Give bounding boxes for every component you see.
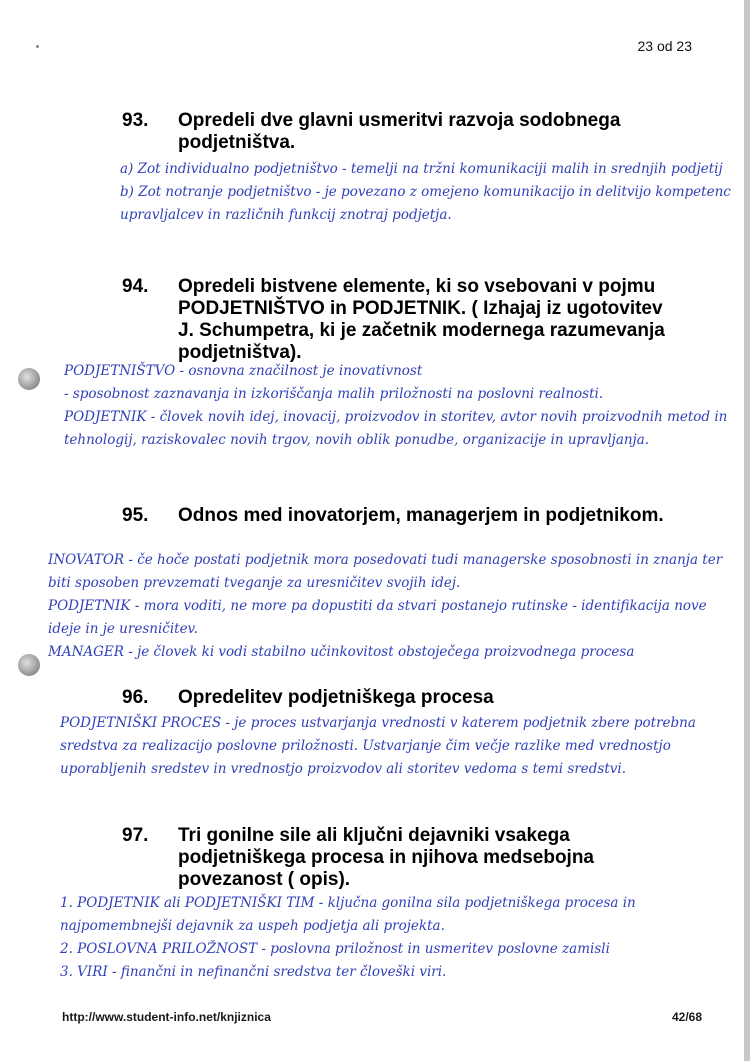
answer-97: 1. PODJETNIK ali PODJETNIŠKI TIM - ključna gonilna sila podjetniškega procesa in najpomembnejši dejavnik za uspeh podjetja ali projekta. 2. POSLOVNA PRILOŽNOST - poslovna priložnost in usmeritev poslovne zamisli 3. VIRI - finančni in nefinančni sredstva ter človeški viri.	[60, 895, 636, 980]
scan-speck	[36, 45, 39, 48]
question-93	[122, 110, 682, 154]
answer-94: PODJETNIŠTVO - osnovna značilnost je inovativnost - sposobnost zaznavanja in izkoriščanja malih priložnosti na poslovni realnosti. PODJETNIK - človek novih idej, inovacij, proizvodov in storitev, avtor novih proizvodnih metod in tehnologij, raziskovalec novih trgov, novih oblik ponudbe, organizacije in upravljanja.	[64, 363, 728, 448]
page-edge	[744, 0, 750, 1061]
question-94	[122, 276, 682, 364]
answer-93: a) Zot individualno podjetništvo - temelji na tržni komunikaciji malih in srednjih podjetij b) Zot notranje podjetništvo - je povezano z omejeno komunikacijo in delitvijo kompetenc upravljalcev in različnih funkcij znotraj podjetja.	[120, 161, 731, 223]
question-95	[122, 505, 682, 527]
answer-96: PODJETNIŠKI PROCES - je proces ustvarjanja vrednosti v katerem podjetnik zbere potrebna sredstva za realizacijo poslovne priložnosti. Ustvarjanje čim večje razlike med vrednostjo uporabljenih sredstev in vrednostjo proizvodov ali storitev vedoma s temi sredstvi.	[60, 715, 696, 777]
footer-url: http://www.student-info.net/knjiznica	[62, 1010, 271, 1024]
question-text: Opredeli bistvene elemente, ki so vsebovani v pojmu PODJETNIŠTVO in PODJETNIK. ( Izhajaj iz ugotovitev J. Schumpetra, ki je začetnik modernega razumevanja podjetništva).	[178, 276, 665, 363]
question-96	[122, 687, 682, 709]
question-number: 95.	[122, 505, 149, 526]
question-text: Tri gonilne sile ali ključni dejavniki vsakega podjetniškega procesa in njihova medsebojna povezanost ( opis).	[178, 825, 594, 890]
question-number: 94.	[122, 276, 149, 297]
question-number: 93.	[122, 110, 149, 131]
question-text: Opredelitev podjetniškega procesa	[178, 687, 494, 708]
page-number: 23 od 23	[637, 38, 692, 54]
question-text: Opredeli dve glavni usmeritvi razvoja sodobnega podjetništva.	[178, 110, 621, 153]
footer-page: 42/68	[672, 1010, 703, 1024]
punch-hole	[18, 654, 40, 676]
question-97	[122, 825, 682, 891]
answer-95: INOVATOR - če hoče postati podjetnik mora posedovati tudi managerske sposobnosti in znanja ter biti sposoben prevzemati tveganje za uresničitev svojih idej. PODJETNIK - mora voditi, ne more pa dopustiti da stvari postanejo rutinske - identifikacija nove ideje in je uresničitev. MANAGER - je človek ki vodi stabilno učinkovitost obstoječega proizvodnega procesa	[48, 552, 723, 660]
question-number: 96.	[122, 687, 149, 708]
question-number: 97.	[122, 825, 149, 846]
punch-hole	[18, 368, 40, 390]
question-text: Odnos med inovatorjem, managerjem in podjetnikom.	[178, 505, 664, 526]
